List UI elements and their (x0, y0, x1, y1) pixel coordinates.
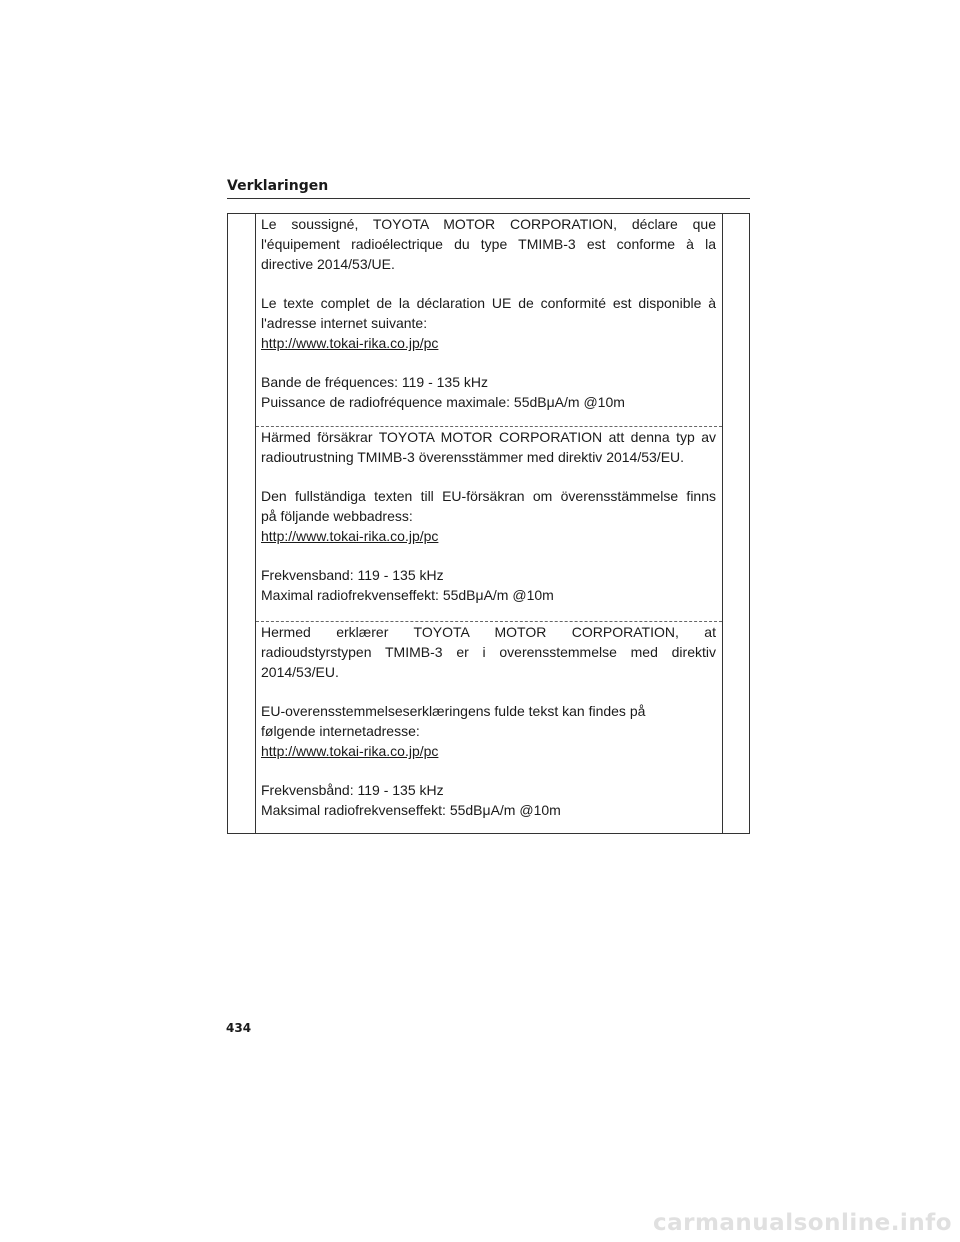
declaration-table (227, 213, 750, 834)
danish-link[interactable]: http://www.tokai-rika.co.jp/pc (261, 743, 439, 759)
declaration-swedish (256, 427, 722, 622)
page-number: 434 (226, 1021, 252, 1035)
section-title: Verklaringen (227, 178, 750, 199)
swedish-line-2: radioutrustning TMIMB-3 överensstämmer med direktiv 2014/53/EU. (261, 449, 685, 465)
declaration-danish (256, 622, 722, 833)
danish-power: Maksimal radiofrekvenseffekt: 55dBμA/m @10m (261, 802, 561, 818)
table-right-column (722, 214, 749, 833)
danish-line-3: 2014/53/EU. (261, 664, 339, 680)
danish-line-1: Hermed erklærer TOYOTA MOTOR CORPORATION, at (261, 624, 716, 640)
danish-line-2: radioudstyrstypen TMIMB-3 er i overensstemmelse med direktiv (261, 644, 716, 660)
table-text-column (256, 214, 722, 833)
swedish-line-4: på följande webbadress: (261, 508, 413, 524)
swedish-line-3: Den fullständiga texten till EU-försäkran om överensstämmelse finns (261, 488, 716, 504)
french-line-5: l'adresse internet suivante: (261, 315, 428, 331)
swedish-power: Maximal radiofrekvenseffekt: 55dBμA/m @10m (261, 587, 554, 603)
french-line-1: Le soussigné, TOYOTA MOTOR CORPORATION, déclare que (261, 216, 716, 232)
french-line-2: l'équipement radioélectrique du type TMIMB-3 est conforme à la (261, 236, 716, 252)
swedish-line-1: Härmed försäkrar TOYOTA MOTOR CORPORATION att denna typ av (261, 429, 716, 445)
table-left-column (228, 214, 256, 833)
declaration-french (256, 214, 722, 427)
french-link[interactable]: http://www.tokai-rika.co.jp/pc (261, 335, 439, 351)
french-frequency: Bande de fréquences: 119 - 135 kHz (261, 374, 489, 390)
swedish-frequency: Frekvensband: 119 - 135 kHz (261, 567, 444, 583)
watermark: carmanualsonline.info (652, 1210, 952, 1236)
french-line-3: directive 2014/53/UE. (261, 256, 395, 272)
swedish-link[interactable]: http://www.tokai-rika.co.jp/pc (261, 528, 439, 544)
danish-line-4: EU-overensstemmelseserklæringens fulde tekst kan findes på (261, 703, 646, 719)
french-line-4: Le texte complet de la déclaration UE de conformité est disponible à (261, 295, 716, 311)
danish-frequency: Frekvensbånd: 119 - 135 kHz (261, 782, 444, 798)
french-power: Puissance de radiofréquence maximale: 55dBμA/m @10m (261, 394, 625, 410)
danish-line-5: følgende internetadresse: (261, 723, 420, 739)
